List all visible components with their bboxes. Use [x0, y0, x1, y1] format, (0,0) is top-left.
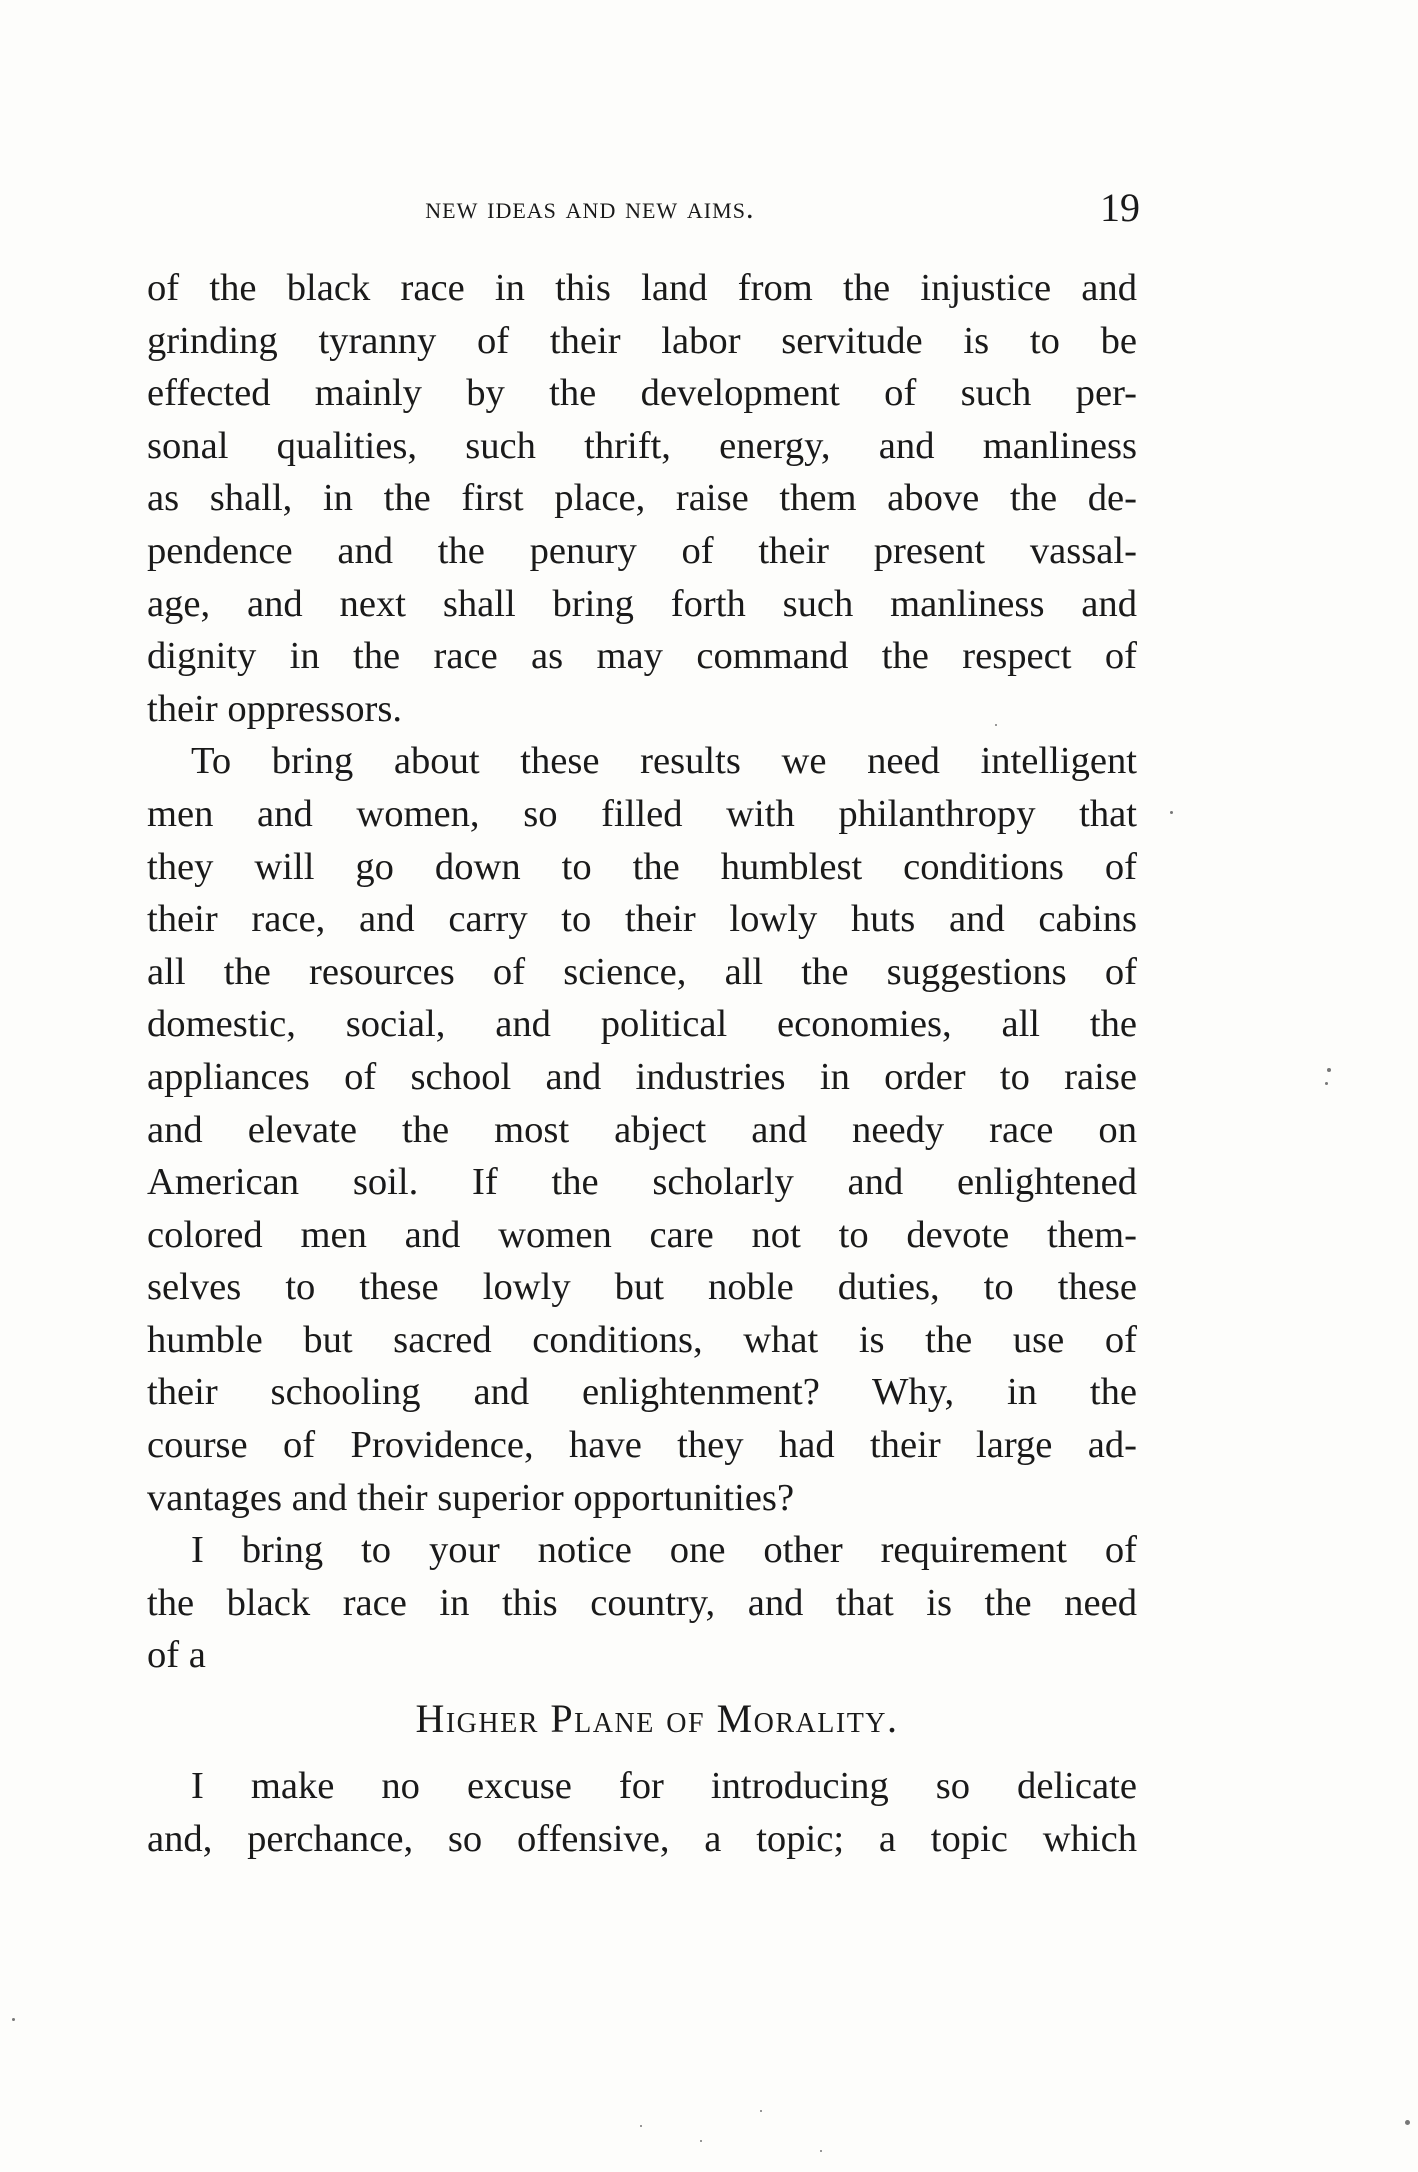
running-title: new ideas and new aims.: [425, 190, 755, 225]
page-number: 19: [1100, 185, 1140, 230]
text-line: dignity in the race as may command the respect of: [147, 635, 1137, 678]
paragraph-3: [147, 1524, 1137, 1682]
running-head: [150, 185, 1140, 240]
text-line: domestic, social, and political economies, all the: [147, 1003, 1137, 1046]
paragraph-1: [147, 262, 1137, 735]
text-line: selves to these lowly but noble duties, to these: [147, 1266, 1137, 1309]
print-speck: [1327, 1068, 1331, 1072]
text-line: I make no excuse for introducing so delicate: [191, 1765, 1137, 1808]
text-line: their oppressors.: [147, 687, 402, 730]
text-line: they will go down to the humblest conditions of: [147, 845, 1137, 888]
text-line: I bring to your notice one other requirement of: [191, 1529, 1137, 1572]
text-line: vantages and their superior opportunities?: [147, 1476, 795, 1519]
text-line: of the black race in this land from the injustice and: [147, 267, 1137, 309]
text-line: and elevate the most abject and needy race on: [147, 1108, 1137, 1151]
text-line: effected mainly by the development of such per-: [147, 372, 1137, 415]
text-line: sonal qualities, such thrift, energy, and manliness: [147, 424, 1137, 467]
text-line: course of Providence, have they had their large ad-: [147, 1424, 1137, 1467]
section-heading: Higher Plane of Morality.: [415, 1696, 899, 1742]
print-speck: [1405, 2120, 1410, 2125]
print-speck: [760, 2110, 762, 2112]
text-line: their schooling and enlightenment? Why, in the: [147, 1371, 1137, 1414]
text-line: colored men and women care not to devote them-: [147, 1213, 1137, 1256]
print-speck: [820, 2150, 822, 2152]
print-speck: [1170, 811, 1173, 814]
text-line: humble but sacred conditions, what is the use of: [147, 1318, 1137, 1361]
print-speck: [995, 724, 997, 726]
text-line: as shall, in the first place, raise them above the de-: [147, 477, 1137, 520]
text-line: age, and next shall bring forth such manliness and: [147, 582, 1137, 625]
text-line: men and women, so filled with philanthropy that: [147, 792, 1137, 835]
paragraph-2: [147, 735, 1137, 1524]
body-text: [147, 262, 1137, 1865]
text-line: To bring about these results we need intelligent: [191, 740, 1137, 783]
text-line: American soil. If the scholarly and enlightened: [147, 1161, 1137, 1204]
text-line: pendence and the penury of their present vassal-: [147, 529, 1137, 572]
text-line: of a: [147, 1634, 206, 1677]
text-line: all the resources of science, all the suggestions of: [147, 950, 1137, 993]
print-speck: [700, 2140, 702, 2142]
paragraph-4: [147, 1760, 1137, 1865]
print-speck: [1325, 1082, 1328, 1085]
text-line: their race, and carry to their lowly huts and cabins: [147, 898, 1137, 941]
print-speck: [12, 2018, 15, 2021]
text-line: the black race in this country, and that is the need: [147, 1581, 1137, 1624]
text-line: grinding tyranny of their labor servitude is to be: [147, 319, 1137, 362]
text-line: appliances of school and industries in order to raise: [147, 1055, 1137, 1098]
print-speck: [640, 2125, 642, 2127]
text-line: and, perchance, so offensive, a topic; a topic which: [147, 1817, 1137, 1860]
